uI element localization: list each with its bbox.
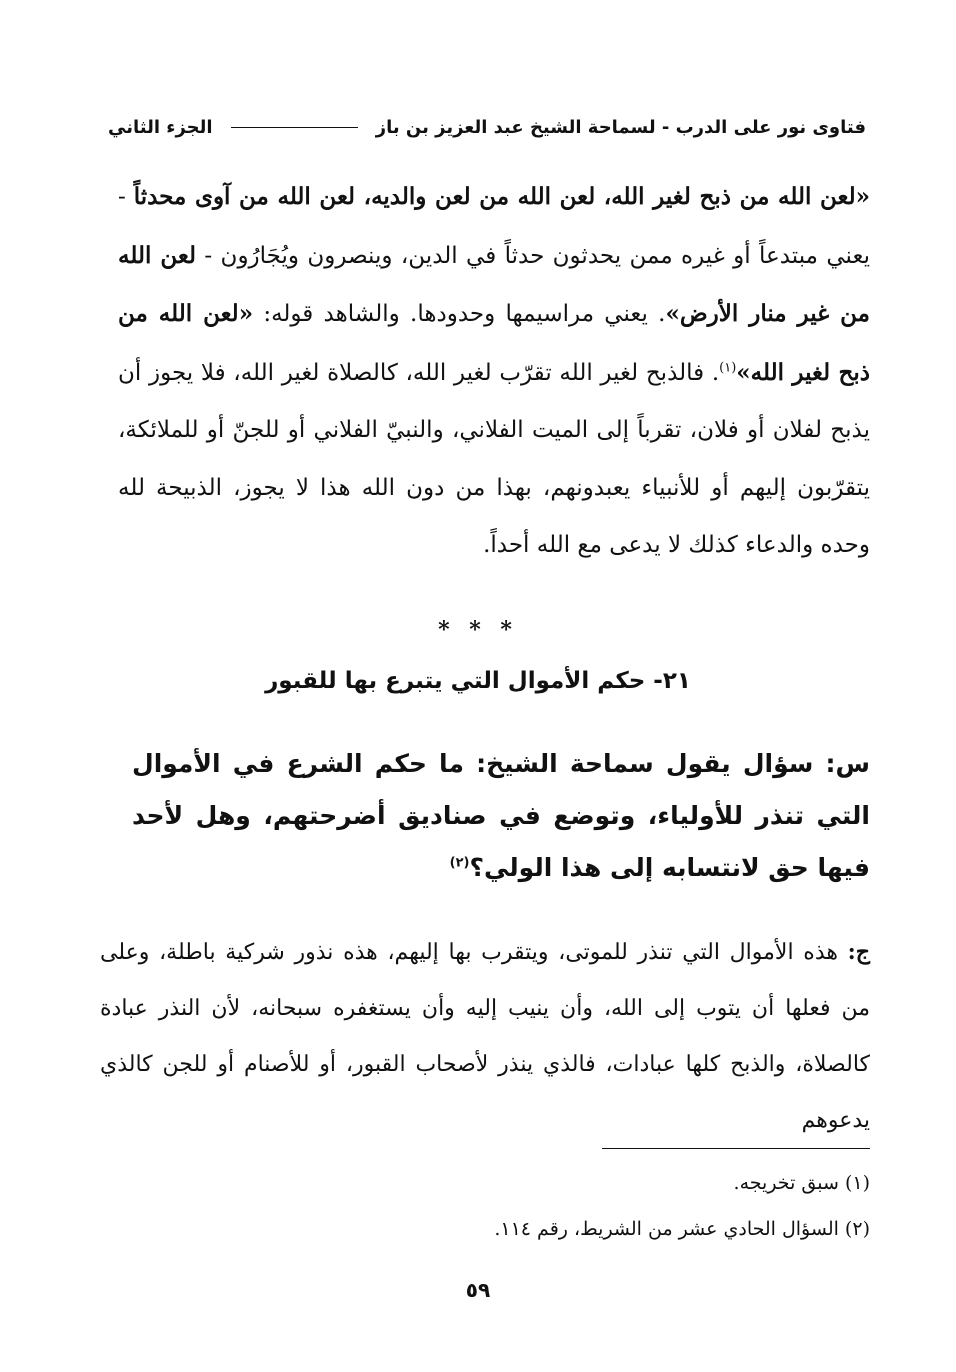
running-header	[108, 110, 866, 144]
answer-prefix: ج:	[847, 939, 870, 965]
explanation-1: - يعني مبتدعاً أو غيره ممن يحدثون حدثاً في الدين، وينصرون ويُجَارُون -	[118, 184, 870, 269]
footnote-2: (٢) السؤال الحادي عشر من الشريط، رقم ١١٤.	[494, 1218, 870, 1240]
header-rule	[231, 127, 358, 128]
explanation-2: . يعني مراسيمها وحدودها. والشاهد قوله:	[253, 301, 666, 327]
section-separator: * * *	[438, 617, 518, 643]
question-prefix: س:	[825, 749, 870, 778]
hadith-quote-3: «لعن الله من ذبح لغير الله»	[118, 300, 870, 386]
page-number: ٥٩	[465, 1278, 491, 1302]
answer-text: هذه الأموال التي تنذر للموتى، ويتقرب بها إليهم، هذه نذور شركية باطلة، وعلى من فعلها أن يتوب إلى الله، وأن ينيب إليه وأن يستغفره سبحانه، لأن النذر عبادة كالصلاة، والذبح كلها عبادات، فالذي ينذر لأصحاب القبور، أو للأصنام أو للجن كالذي يدعوهم	[100, 940, 870, 1133]
header-volume: الجزء الثاني	[108, 116, 213, 138]
explanation-3: . فالذبح لغير الله تقرّب لغير الله، كالصلاة لغير الله، فلا يجوز أن يذبح لفلان أو فلان، تقرباً إلى الميت الفلاني، والنبيّ الفلاني أو للجنّ أو للملائكة، يتقرّبون إليهم أو للأنبياء يعبدونهم، بهذا من دون الله هذا لا يجوز، الذبيحة لله وحده والدعاء كذلك لا يدعى مع الله أحداً.	[118, 359, 870, 558]
question-block	[132, 738, 870, 894]
footnote-1: (١) سبق تخريجه.	[733, 1172, 870, 1194]
body-paragraph	[118, 168, 870, 575]
question-text: سؤال يقول سماحة الشيخ: ما حكم الشرع في الأموال التي تنذر للأولياء، وتوضع في صناديق أضرحتهم، وهل لأحد فيها حق لانتسابه إلى هذا الولي؟	[132, 749, 870, 882]
footnote-ref-2[interactable]: (٢)	[449, 855, 470, 871]
hadith-paragraph	[118, 168, 870, 575]
hadith-quote-1: «لعن الله من ذبح لغير الله، لعن الله من لعن والديه، لعن الله من آوى محدثاً	[133, 183, 870, 210]
hadith-quote-2: لعن الله من غير منار الأرض»	[118, 241, 870, 327]
header-title: فتاوى نور على الدرب - لسماحة الشيخ عبد العزيز بن باز	[375, 116, 866, 138]
footnote-ref-1[interactable]: (١)	[719, 359, 737, 375]
footnotes	[118, 1160, 870, 1252]
footnote-divider	[602, 1148, 870, 1149]
section-title: ٢١- حكم الأموال التي يتبرع بها للقبور	[265, 668, 691, 694]
answer-block	[100, 924, 870, 1149]
